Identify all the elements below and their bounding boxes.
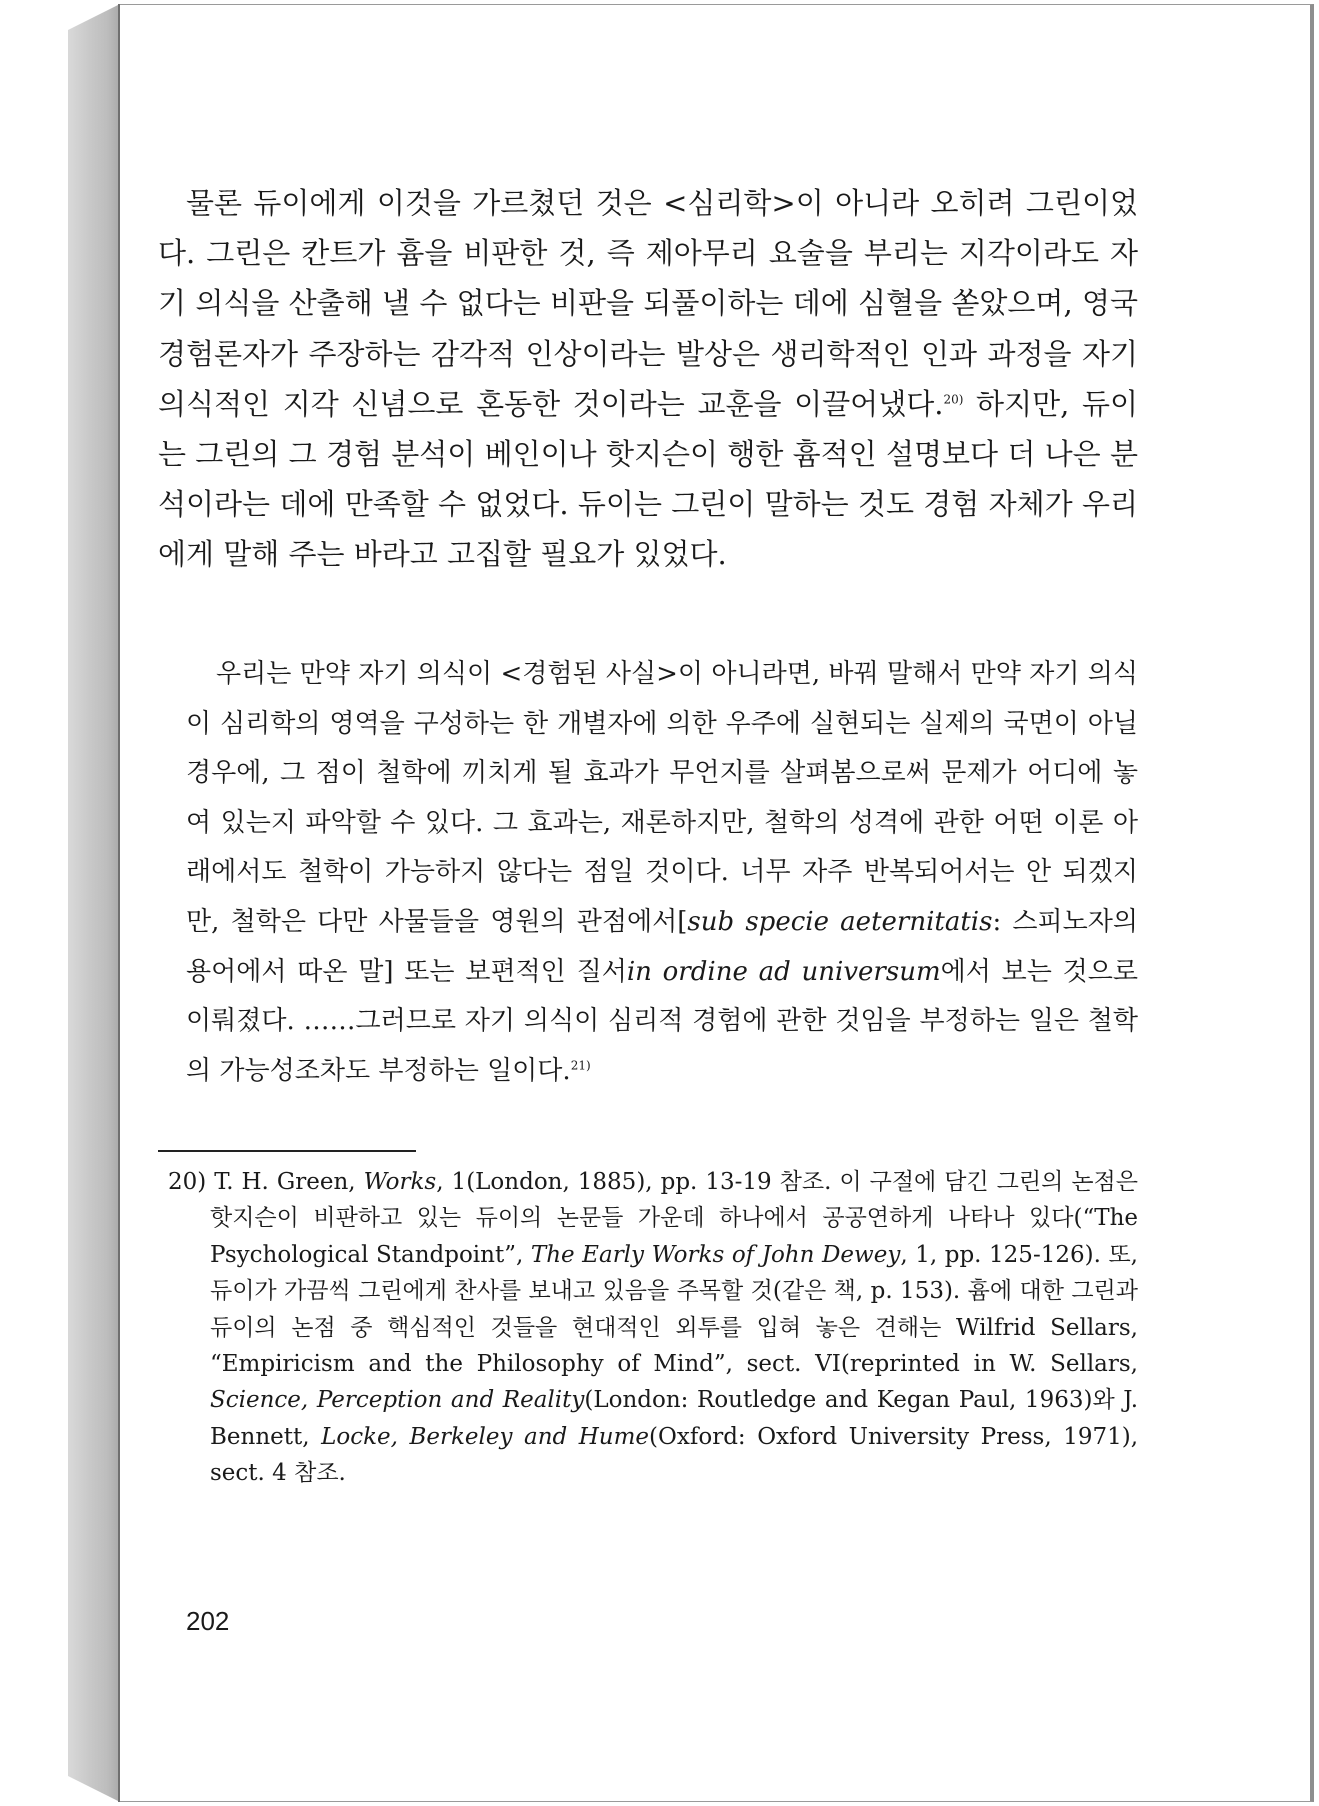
page-number: 202	[186, 1606, 230, 1636]
block-quote	[186, 650, 1138, 1096]
quote-latin-1: sub specie aeternitatis	[687, 906, 993, 937]
quote-text-2: : 스피노자의 용어에서 따온 말] 또는 보편적인 질서	[186, 906, 1138, 987]
footnote-text-1: 20) T. H. Green,	[168, 1169, 364, 1195]
footnote-title-locke: Locke, Berkeley and Hume	[321, 1423, 650, 1450]
book-spine	[68, 4, 120, 1802]
footnote-divider	[158, 1150, 416, 1152]
footnote-ref-21: 21)	[570, 1058, 591, 1073]
quote-text-3: 에서 보는 것으로 이뤄졌다. ……그러므로 자기 의식이 심리적 경험에 관한 것임을 부정하는 일은 철학의 가능성조차도 부정하는 일이다.	[186, 956, 1138, 1086]
footnote-text-2: , 1(London, 1885), pp. 13-19 참조. 이 구절에 담긴 그린의 논점은 핫지슨이 비판하고 있는 듀이의 논문들 가운데 하나에서 공공연하게 나타나 있다(“The Psychological Standpoint”,	[210, 1169, 1138, 1268]
footnote-title-works: Works	[363, 1169, 437, 1195]
quote-text-1: 우리는 만약 자기 의식이 <경험된 사실>이 아니라면, 바꿔 말해서 만약 자기 의식이 심리학의 영역을 구성하는 한 개별자에 의한 우주에 실현되는 실제의 국면이 아닐 경우에, 그 점이 철학에 끼치게 될 효과가 무언지를 살펴봄으로써 문제가 어디에 놓여 있는지 파악할 수 있다. 그 효과는, 재론하지만, 철학의 성격에 관한 어떤 이론 아래에서도 철학이 가능하지 않다는 점일 것이다. 너무 자주 반복되어서는 안 되겠지만, 철학은 다만 사물들을 영원의 관점에서[	[186, 659, 1138, 937]
footnote-text-4: (London: Routledge and Kegan Paul, 1963)와 J. Bennett,	[210, 1387, 1139, 1450]
quote-latin-2: in ordine ad universum	[626, 956, 941, 987]
footnote-title-science: Science, Perception and Reality	[210, 1387, 585, 1414]
main-paragraph	[158, 178, 1138, 580]
footnote-title-early-works: The Early Works of John Dewey	[530, 1241, 901, 1268]
footnote-ref-20: 20)	[943, 392, 964, 407]
footnote-text-5: (Oxford: Oxford University Press, 1971), sect. 4 참조.	[210, 1423, 1139, 1487]
footnote-20	[168, 1164, 1138, 1492]
main-paragraph-text-after: 하지만, 듀이는 그린의 그 경험 분석이 베인이나 핫지슨이 행한 흄적인 설명보다 더 나은 분석이라는 데에 만족할 수 없었다. 듀이는 그린이 말하는 것도 경험 자체가 우리에게 말해 주는 바라고 고집할 필요가 있었다.	[158, 386, 1138, 572]
spine-edge-line	[118, 4, 120, 1802]
main-paragraph-text: 물론 듀이에게 이것을 가르쳤던 것은 <심리학>이 아니라 오히려 그린이었다. 그린은 칸트가 흄을 비판한 것, 즉 제아무리 요술을 부리는 지각이라도 자기 의식을 산출해 낼 수 없다는 비판을 되풀이하는 데에 심혈을 쏟았으며, 영국 경험론자가 주장하는 감각적 인상이라는 발상은 생리학적인 인과 과정을 자기 의식적인 지각 신념으로 혼동한 것이라는 교훈을 이끌어냈다.	[158, 186, 1138, 421]
footnote-text-3: , 1, pp. 125-126). 또, 듀이가 가끔씩 그린에게 찬사를 보내고 있음을 주목할 것(같은 책, p. 153). 흄에 대한 그린과 듀이의 논점 중 핵심적인 것들을 현대적인 외투를 입혀 놓은 견해는 Wilfrid Sellars, “Empiricism and the Philosophy of Mind”, sect. VI(reprinted in W. Sellars,	[210, 1241, 1138, 1378]
